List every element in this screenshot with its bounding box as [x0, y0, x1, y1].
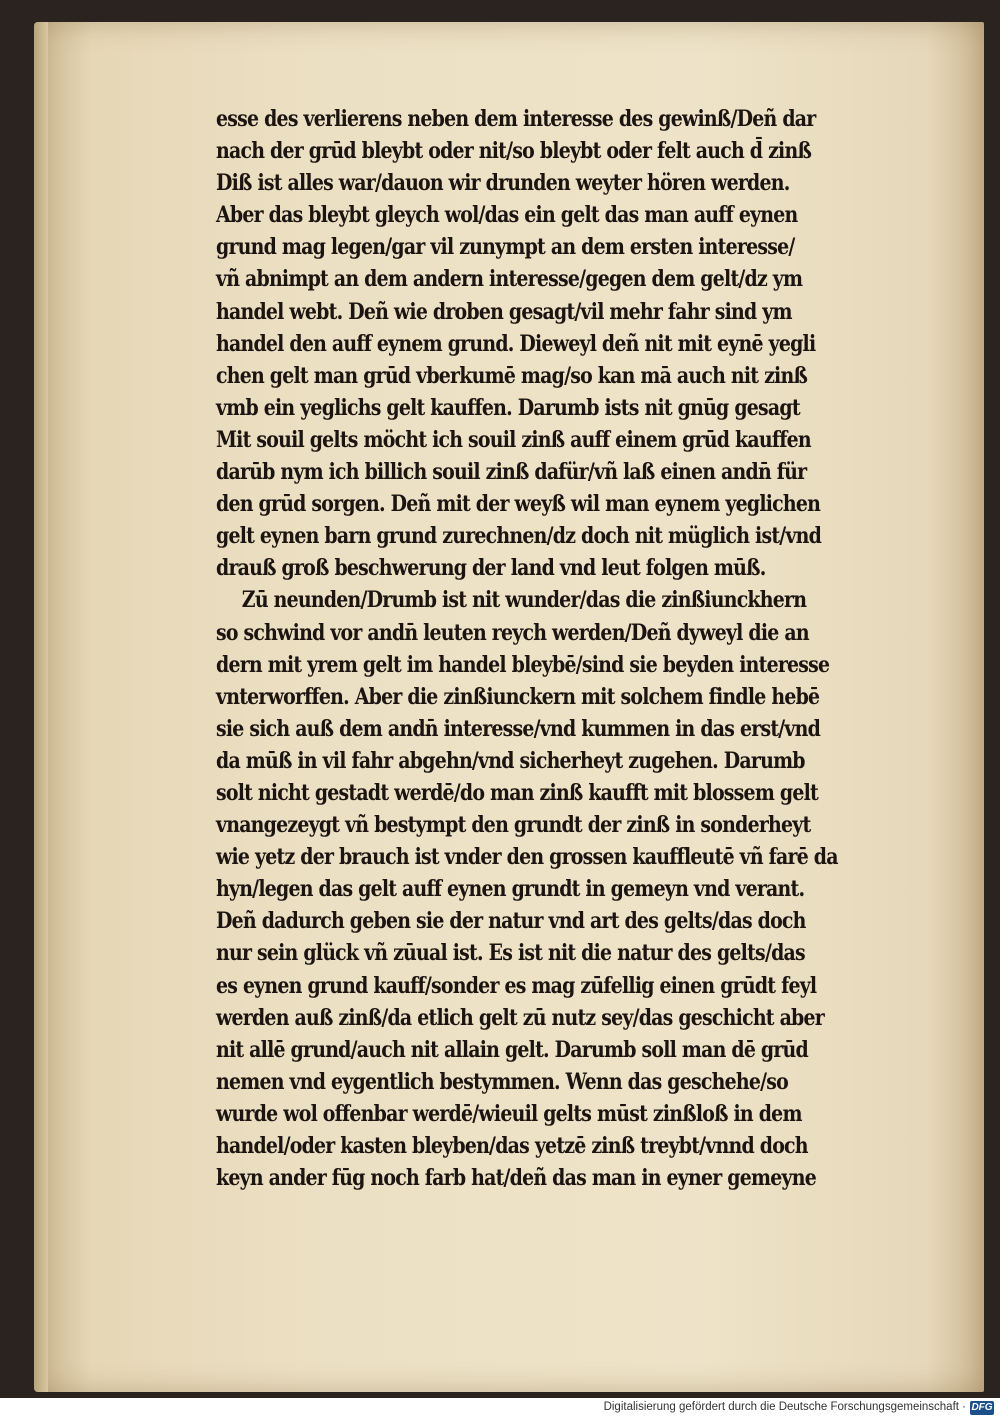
- text-line: sie sich auß dem andn̄ interesse/vnd kummen in das erst/vnd: [216, 715, 821, 742]
- text-line: Deñ dadurch geben sie der natur vnd art des gelts/das doch: [216, 908, 806, 935]
- text-line: wurde wol offenbar werdē/wieuil gelts mūst zinßloß in dem: [216, 1100, 802, 1127]
- text-line: nemen vnd eygentlich bestymmen. Wenn das geschehe/so: [216, 1068, 788, 1095]
- text-line: nach der grūd bleybt oder nit/so bleybt oder felt auch d̄ zinß: [216, 138, 812, 165]
- text-line: gelt eynen barn grund zurechnen/dz doch nit müglich ist/vnd: [216, 523, 822, 550]
- page-text: [216, 103, 946, 1194]
- text-line: handel/oder kasten bleyben/das yetzē zinß treybt/vnnd doch: [216, 1133, 808, 1159]
- text-line: darūb nym ich billich souil zinß dafür/vñ laß einen andn̄ für: [216, 459, 807, 486]
- text-line: werden auß zinß/da etlich gelt zū nutz sey/das geschicht aber: [216, 1004, 824, 1031]
- page-binding-edge: [34, 22, 48, 1392]
- text-line: drauß groß beschwerung der land vnd leut folgen mūß.: [216, 555, 766, 582]
- text-line: vñ abnimpt an dem andern interesse/gegen dem gelt/dz ym: [216, 266, 803, 293]
- text-line: den grūd sorgen. Deñ mit der weyß wil man eynem yeglichen: [216, 491, 821, 518]
- text-line: da mūß in vil fahr abgehn/vnd sicherheyt zugehen. Darumb: [216, 747, 805, 774]
- text-line: grund mag legen/gar vil zunympt an dem ersten interesse/: [216, 234, 795, 261]
- text-line: hyn/legen das gelt auff eynen grundt in gemeyn vnd verant.: [216, 876, 805, 903]
- text-line: Diß ist alles war/dauon wir drunden weyter hören werden.: [216, 170, 790, 197]
- text-line: esse des verlierens neben dem interesse des gewinß/Deñ dar: [216, 106, 816, 132]
- text-line: nit allē grund/auch nit allain gelt. Darumb soll man dē grūd: [216, 1036, 809, 1063]
- text-line: chen gelt man grūd vberkumē mag/so kan mā auch nit zinß: [216, 362, 808, 389]
- text-line: Aber das bleybt gleych wol/das ein gelt das man auff eynen: [216, 202, 798, 229]
- funding-notice: Digitalisierung gefördert durch die Deutsche Forschungsgemeinschaft ·: [603, 1401, 966, 1413]
- text-line: es eynen grund kauff/sonder es mag zūfellig einen grūdt feyl: [216, 972, 817, 999]
- dfg-logo-icon: DFG: [971, 1402, 993, 1413]
- text-line: handel webt. Deñ wie droben gesagt/vil mehr fahr sind ym: [216, 298, 792, 325]
- text-line: solt nicht gestadt werdē/do man zinß kaufft mit blossem gelt: [216, 779, 818, 806]
- text-line: wie yetz der brauch ist vnder den grossen kauffleutē vñ farē da: [216, 844, 838, 871]
- text-line: vmb ein yeglichs gelt kauffen. Darumb ists nit gnūg gesagt: [216, 394, 800, 421]
- text-line: handel den auff eynem grund. Dieweyl deñ nit mit eynē yegli: [216, 330, 816, 357]
- paragraph-start-line: Zū neunden/Drumb ist nit wunder/das die zinßiunckhern: [241, 587, 807, 614]
- text-line: vnangezeygt vñ bestympt den grundt der zinß in sonderheyt: [216, 812, 811, 839]
- text-line: so schwind vor andn̄ leuten reych werden/Deñ dyweyl die an: [216, 619, 809, 646]
- text-line: vnterworffen. Aber die zinßiunckern mit solchem findle hebē: [216, 683, 820, 710]
- footer-bar: [0, 1398, 1000, 1419]
- text-line: dern mit yrem gelt im handel bleybē/sind sie beyden interesse: [216, 651, 830, 678]
- text-line: Mit souil gelts möcht ich souil zinß auff einem grūd kauffen: [216, 426, 811, 453]
- text-line: keyn ander fūg noch farb hat/deñ das man in eyner gemeyne: [216, 1165, 816, 1192]
- text-line: nur sein glück vñ zūual ist. Es ist nit die natur des gelts/das: [216, 940, 805, 967]
